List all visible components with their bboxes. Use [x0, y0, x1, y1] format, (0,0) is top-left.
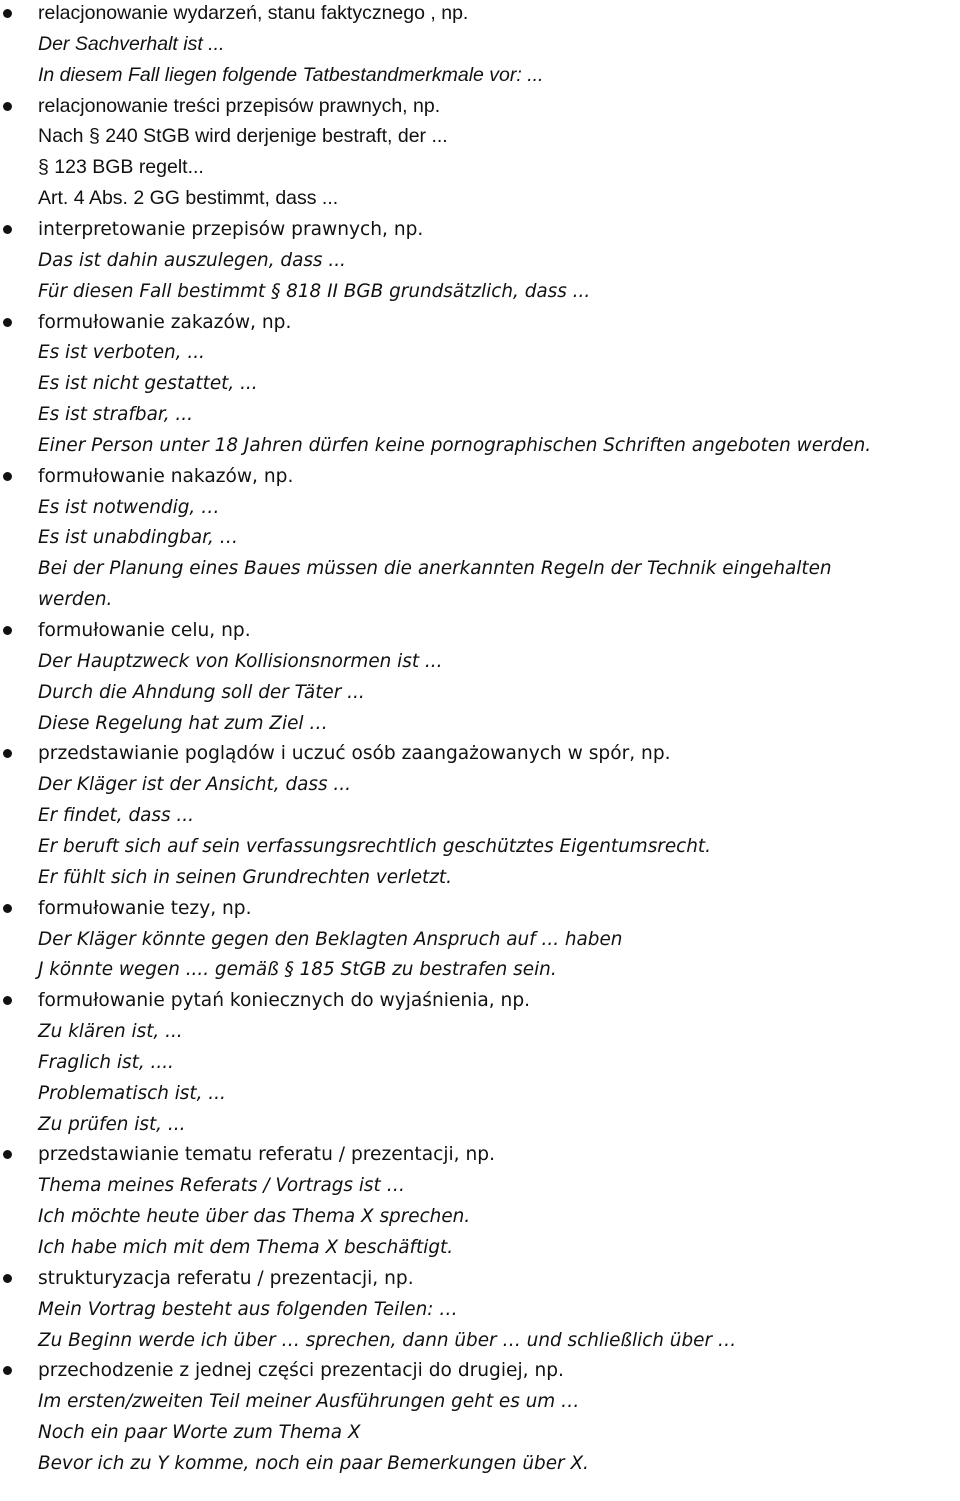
example-line: Es ist unabdingbar, … [38, 527, 239, 549]
bullet-heading: relacjonowanie treści przepisów prawnych, np. [38, 94, 441, 117]
example-line: Er fühlt sich in seinen Grundrechten verletzt. [38, 866, 452, 888]
bullet-heading: formułowanie tezy, np. [38, 897, 252, 919]
example-line: Zu prüfen ist, ... [38, 1113, 186, 1135]
bullet-icon [3, 318, 12, 327]
bullet-heading: strukturyzacja referatu / prezentacji, np. [38, 1267, 414, 1289]
bullet-icon [3, 1150, 12, 1159]
bullet-icon [3, 996, 12, 1005]
bullet-heading: relacjonowanie wydarzeń, stanu faktycznego , np. [38, 2, 469, 24]
bullet-icon [3, 9, 12, 18]
example-line: Der Sachverhalt ist ... [38, 32, 225, 55]
example-line: Im ersten/zweiten Teil meiner Ausführungen geht es um … [38, 1391, 580, 1413]
bullet-icon [3, 1366, 12, 1375]
example-line: Mein Vortrag besteht aus folgenden Teilen: … [38, 1298, 458, 1320]
bullet-icon [3, 1274, 12, 1283]
example-line: Das ist dahin auszulegen, dass ... [38, 249, 346, 271]
bullet-heading: interpretowanie przepisów prawnych, np. [38, 218, 424, 240]
bullet-heading: przechodzenie z jednej części prezentacji do drugiej, np. [38, 1360, 564, 1382]
example-line: Einer Person unter 18 Jahren dürfen keine pornographischen Schriften angeboten werden. [38, 434, 872, 456]
bullet-icon [3, 472, 12, 481]
example-line: Er findet, dass ... [38, 805, 194, 827]
example-line: Problematisch ist, ... [38, 1082, 226, 1104]
example-line: Ich möchte heute über das Thema X sprechen. [38, 1206, 471, 1228]
example-line: Zu klären ist, ... [38, 1021, 183, 1043]
example-line: Art. 4 Abs. 2 GG bestimmt, dass ... [38, 187, 339, 210]
bullet-icon [3, 102, 12, 111]
bullet-heading: formułowanie nakazów, np. [38, 465, 294, 487]
example-line: Thema meines Referats / Vortrags ist … [38, 1175, 405, 1197]
example-line: Ich habe mich mit dem Thema X beschäftigt. [38, 1237, 454, 1258]
bullet-heading: przedstawianie tematu referatu / prezentacji, np. [38, 1144, 495, 1166]
example-line: Durch die Ahndung soll der Täter ... [38, 681, 365, 703]
bullet-icon [3, 225, 12, 234]
example-line: J könnte wegen .... gemäß § 185 StGB zu bestrafen sein. [38, 959, 557, 981]
bullet-heading: przedstawianie poglądów i uczuć osób zaangażowanych w spór, np. [38, 743, 671, 765]
example-line: Es ist verboten, ... [38, 342, 205, 364]
example-line: Fraglich ist, .... [38, 1051, 174, 1073]
example-line: Der Kläger ist der Ansicht, dass ... [38, 774, 351, 796]
bullet-heading: formułowanie celu, np. [38, 620, 251, 641]
example-line: Er beruft sich auf sein verfassungsrechtlich geschütztes Eigentumsrecht. [38, 835, 711, 857]
bullet-icon [3, 904, 12, 913]
bullet-heading: formułowanie zakazów, np. [38, 311, 292, 333]
example-line: Der Hauptzweck von Kollisionsnormen ist ... [38, 650, 443, 672]
example-line: Nach § 240 StGB wird derjenige bestraft, der ... [38, 125, 448, 148]
example-line: In diesem Fall liegen folgende Tatbestandmerkmale vor: ... [38, 63, 544, 86]
bullet-icon [3, 749, 12, 758]
bullet-heading: formułowanie pytań koniecznych do wyjaśnienia, np. [38, 990, 531, 1012]
bullet-icon [3, 626, 12, 635]
example-line: Es ist nicht gestattet, ... [38, 373, 258, 395]
example-line: Bei der Planung eines Baues müssen die anerkannten Regeln der Technik eingehalten [38, 558, 832, 580]
example-line: Noch ein paar Worte zum Thema X [38, 1422, 361, 1444]
example-line: Es ist strafbar, ... [38, 404, 193, 426]
example-line: Zu Beginn werde ich über … sprechen, dann über … und schließlich über … [38, 1329, 737, 1351]
example-line: Der Kläger könnte gegen den Beklagten Anspruch auf ... haben [38, 928, 623, 950]
example-line: Für diesen Fall bestimmt § 818 II BGB grundsätzlich, dass ... [38, 280, 591, 302]
example-line: Bevor ich zu Y komme, noch ein paar Bemerkungen über X. [38, 1452, 589, 1474]
example-line: § 123 BGB regelt... [38, 156, 204, 179]
example-line: Es ist notwendig, … [38, 496, 220, 518]
example-line: werden. [38, 589, 113, 611]
example-line: Diese Regelung hat zum Ziel … [38, 712, 328, 734]
